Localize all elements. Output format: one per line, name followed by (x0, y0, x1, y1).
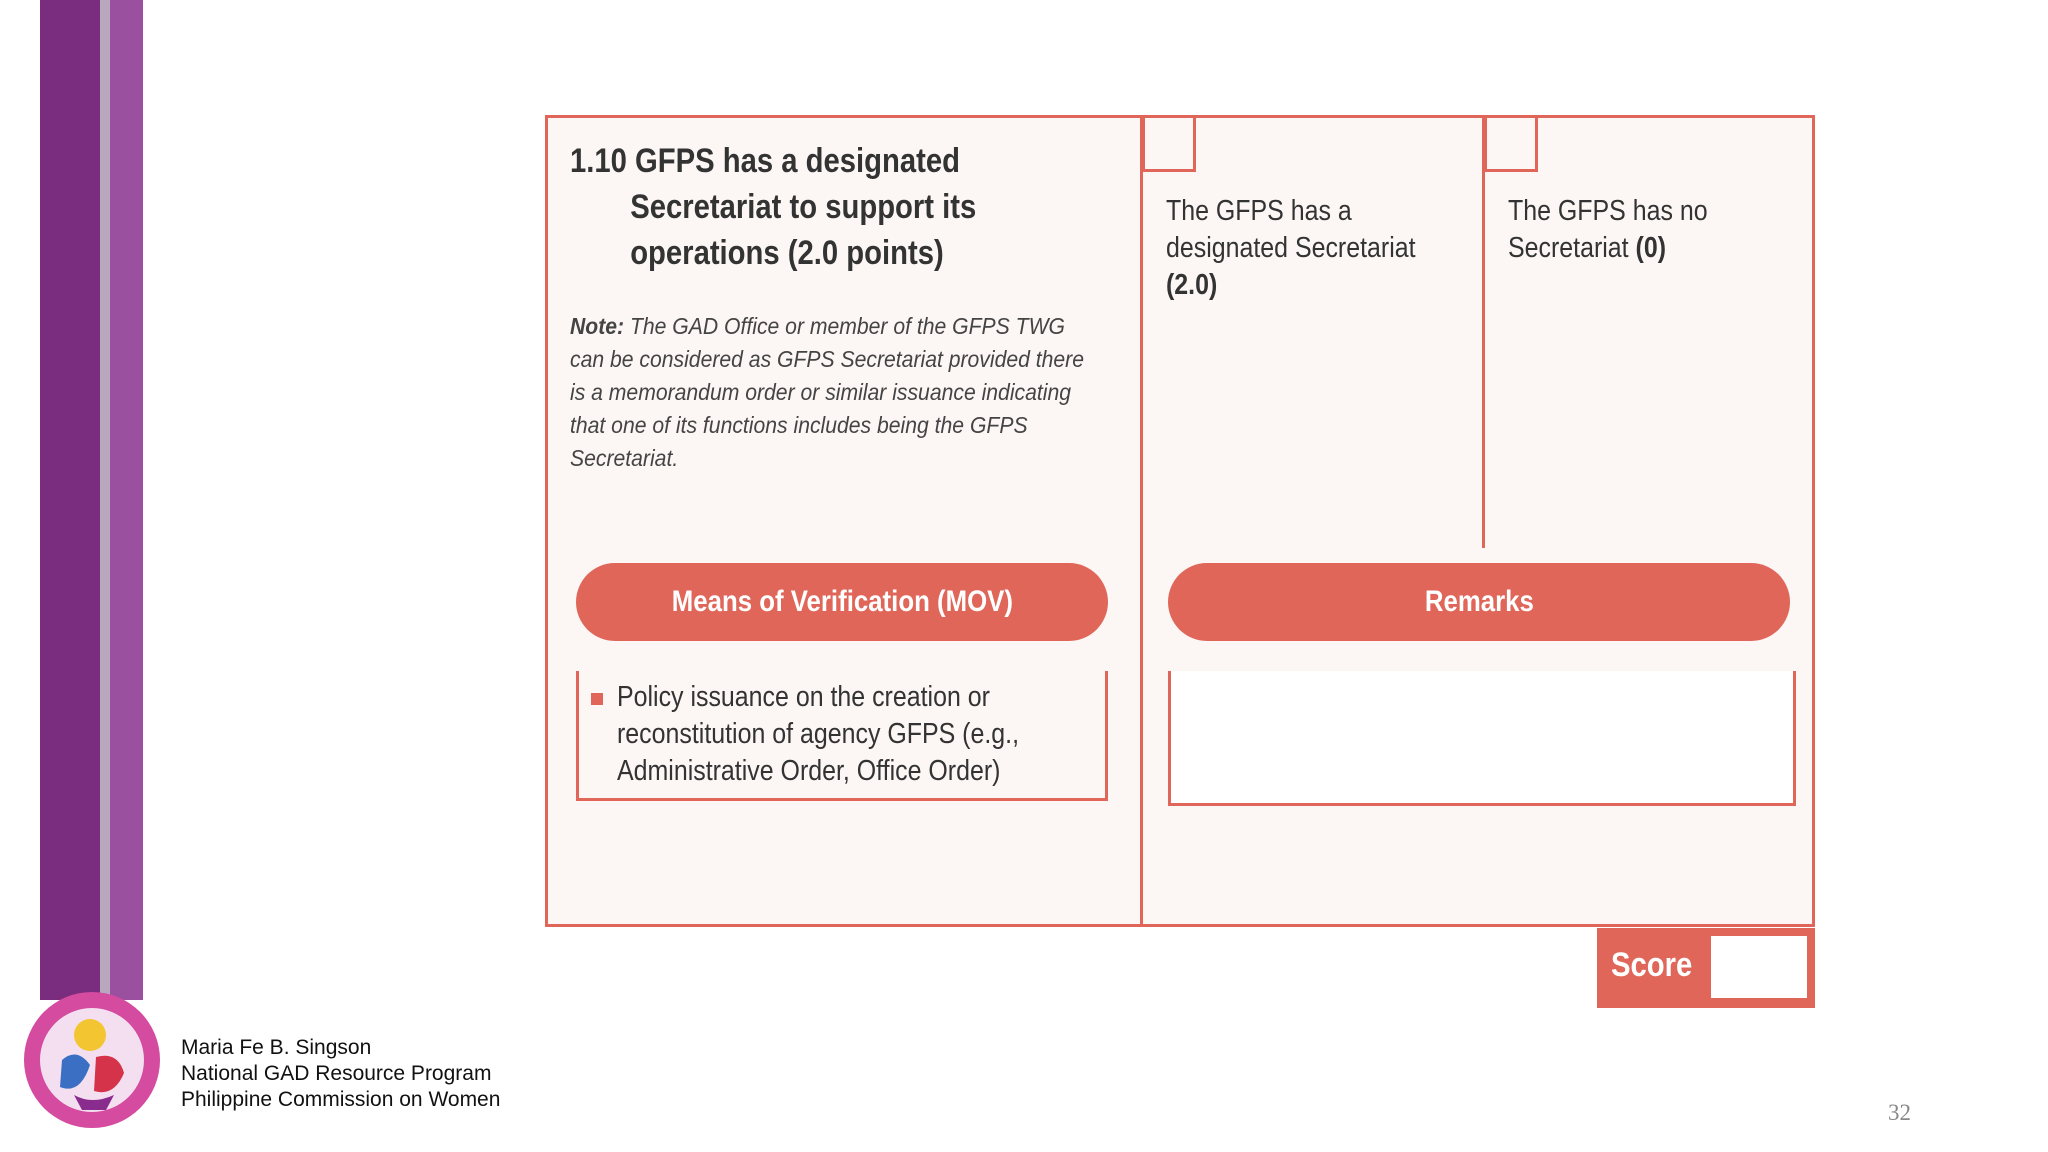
presenter-agency: Philippine Commission on Women (181, 1088, 501, 1111)
mov-item: Policy issuance on the creation or reconstitution of agency GFPS (e.g., Administrative Order, Office Order) (617, 681, 1020, 787)
option-description: The GFPS has a designated Secretariat (1166, 195, 1416, 264)
option-text-1 (1166, 193, 1433, 304)
note-text: The GAD Office or member of the GFPS TWG can be considered as GFPS Secretariat provided there is a memorandum order or similar issuance indicating that one of its functions includes being the GFPS Secretariat. (570, 313, 1085, 471)
criterion-title-line: 1.10 GFPS has a designated (570, 142, 961, 180)
option-checkbox-1[interactable] (1142, 118, 1196, 172)
column-divider (1482, 118, 1485, 548)
criterion-note (570, 310, 1094, 475)
mov-list (576, 671, 1108, 801)
score-label: Score (1611, 946, 1693, 984)
criterion-title-line: operations (2.0 points) (630, 234, 944, 272)
remarks-header-label: Remarks (1424, 585, 1534, 618)
decorative-bar-gap (100, 0, 110, 1000)
note-label: Note: (570, 313, 625, 339)
score-input[interactable] (1711, 936, 1807, 998)
criterion-title (570, 138, 1052, 276)
option-points: (2.0) (1166, 269, 1218, 301)
assessment-card (545, 115, 1815, 927)
presenter-program: National GAD Resource Program (181, 1062, 492, 1085)
column-divider (1140, 118, 1143, 924)
page-number: 32 (1888, 1100, 1911, 1125)
bullet-icon (591, 693, 603, 705)
mov-header-label: Means of Verification (MOV) (671, 585, 1013, 618)
presenter-info (181, 1035, 500, 1113)
option-checkbox-2[interactable] (1484, 118, 1538, 172)
remarks-header (1168, 563, 1790, 641)
option-points: (0) (1635, 232, 1667, 264)
score-box (1597, 928, 1815, 1008)
mov-header (576, 563, 1108, 641)
option-description: The GFPS has no Secretariat (1508, 195, 1708, 264)
decorative-bar-dark (40, 0, 100, 1000)
presenter-name: Maria Fe B. Singson (181, 1036, 372, 1059)
option-text-2 (1508, 193, 1766, 267)
pcw-logo-icon (22, 955, 167, 1150)
criterion-title-line: Secretariat to support its (630, 188, 977, 226)
remarks-field[interactable] (1168, 671, 1796, 806)
decorative-bar-light (110, 0, 143, 1000)
